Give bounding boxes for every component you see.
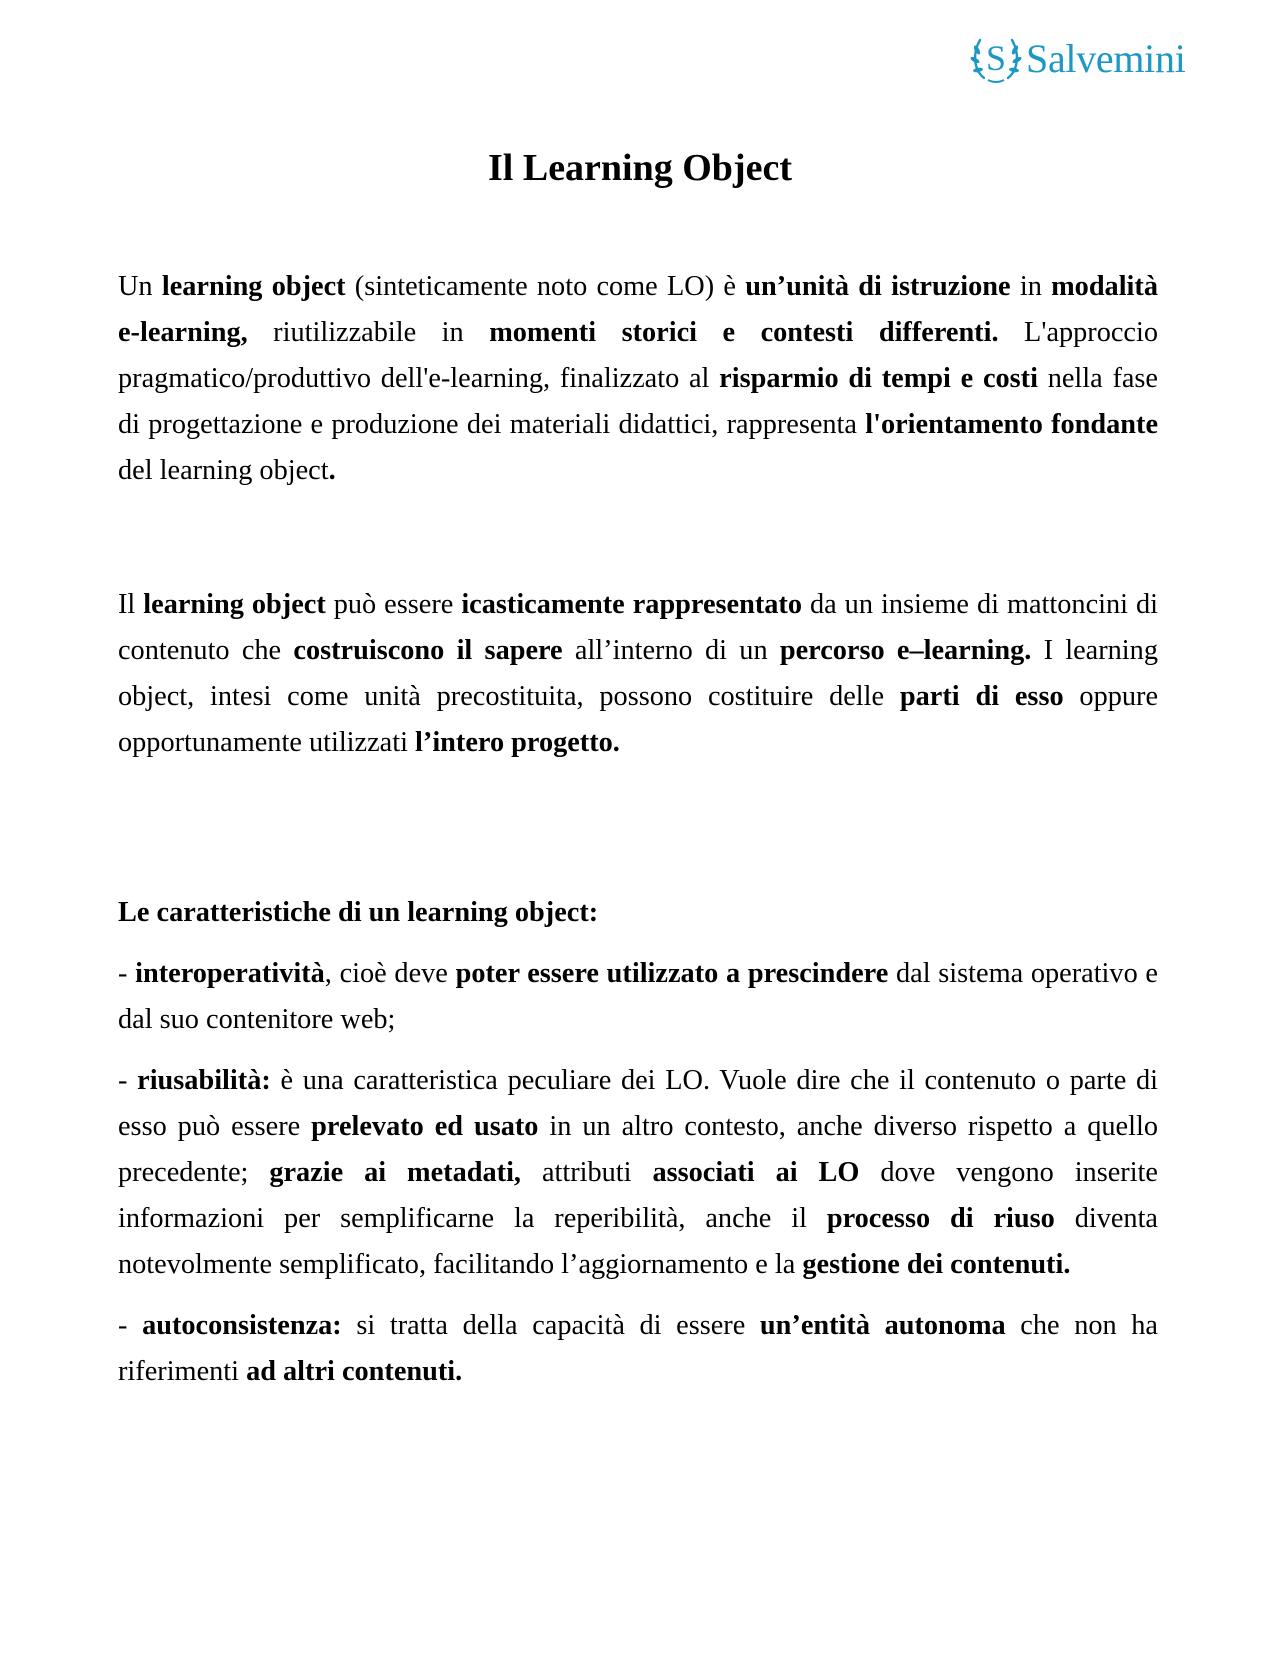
feature-reusability: - riusabilità: è una caratteristica peculiare dei LO. Vuole dire che il contenuto o parte di esso può essere prelevato ed usato in un altro contesto, anche diverso rispetto a quello precedente; grazie ai metadati, attributi associati ai LO dove vengono inserite informazioni per semplificarne la reperibilità, anche il processo di riuso diventa notevolmente semplificato, facilitando l’aggiornamento e la gestione dei contenuti.: [118, 1065, 1158, 1280]
intro-paragraph: Un learning object (sinteticamente noto come LO) è un’unità di istruzione in modalità e-learning, riutilizzabile in momenti storici e contesti differenti. L'approccio pragmatico/produttivo dell'e-learning, finalizzato al risparmio di tempi e costi nella fase di progettazione e produzione dei materiali didattici, rappresenta l'orientamento fondante del learning object.: [118, 271, 1159, 486]
laurel-emblem-icon: [968, 30, 1024, 86]
feature-interoperability: - interoperatività, cioè deve poter essere utilizzato a prescindere dal sistema operativo e dal suo contenitore web;: [118, 958, 1158, 1035]
definition-paragraph: Il learning object può essere icasticamente rappresentato da un insieme di mattoncini di contenuto che costruiscono il sapere all’interno di un percorso e–learning. I learning object, intesi come unità precostituita, possono costituire delle parti di esso oppure opportunamente utilizzati l’intero progetto.: [118, 589, 1159, 758]
features-section: [118, 890, 1158, 1395]
page-title: Il Learning Object: [488, 147, 792, 189]
features-heading: Le caratteristiche di un learning object:: [118, 897, 599, 928]
logo-monogram: S: [985, 38, 1007, 78]
logo-wordmark: Salvemini: [1026, 35, 1186, 81]
salvemini-logo: [968, 30, 1186, 86]
feature-self-consistency: - autoconsistenza: si tratta della capacità di essere un’entità autonoma che non ha riferimenti ad altri contenuti.: [118, 1310, 1158, 1387]
